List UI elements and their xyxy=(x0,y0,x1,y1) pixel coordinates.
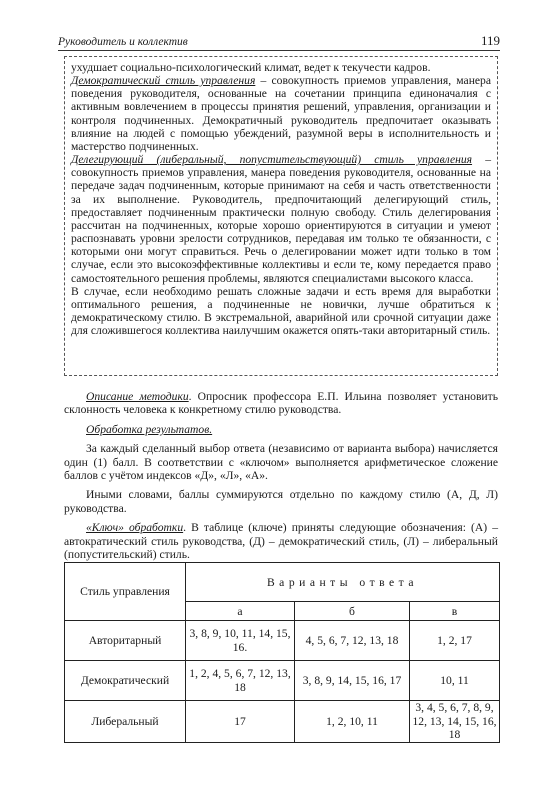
term-method: Описание методики xyxy=(86,390,189,403)
table-row xyxy=(65,701,500,743)
key-paragraph xyxy=(64,521,498,561)
header-variant-c: в xyxy=(410,602,500,621)
conclusion-text: В случае, если необходимо решать сложные задачи и есть время для выработки оптимального решения, а подчиненные не новички, лучше обратиться к демократическому стилю. В экстремальной, аварийной или срочной ситуации даже для сложившегося коллектива наилучшим окажется опять-таки авторитарный стиль. xyxy=(71,284,491,338)
cell-a: 17 xyxy=(186,701,295,743)
table-row xyxy=(65,661,500,701)
processing-paragraph-2: Иными словами, баллы суммируются отдельно по каждому стилю (А, Д, Л) руководства. xyxy=(64,488,498,515)
method-text: . Опросник профессора Е.П. Ильина позволяет установить склонность человека к конкретному стилю руководства. xyxy=(64,390,498,417)
page-number: 119 xyxy=(480,33,500,48)
cell-c: 3, 4, 5, 6, 7, 8, 9, 12, 13, 14, 15, 16, 18 xyxy=(410,701,500,743)
term-delegating: Делегирующий (либеральный, попустительствующий) стиль управления xyxy=(71,153,473,167)
term-processing: Обработка результатов. xyxy=(86,422,213,436)
main-text xyxy=(64,390,498,561)
cell-b: 3, 8, 9, 14, 15, 16, 17 xyxy=(295,661,410,701)
processing-heading-paragraph xyxy=(64,423,498,436)
key-text: . В таблице (ключе) приняты следующие обозначения: (А) – автократический стиль руководства, (Д) – демократический стиль, (Л) – либеральный (попустительский) стиль. xyxy=(64,521,499,562)
row-style: Авторитарный xyxy=(65,621,186,661)
method-paragraph xyxy=(64,390,498,417)
management-styles-box xyxy=(64,56,498,376)
cell-c: 10, 11 xyxy=(410,661,500,701)
cell-a: 3, 8, 9, 10, 11, 14, 15, 16. xyxy=(186,621,295,661)
header-variant-a: а xyxy=(186,602,295,621)
header-variant-b: б xyxy=(295,602,410,621)
header-variants: Варианты ответа xyxy=(186,563,500,602)
table-row xyxy=(65,621,500,661)
cell-a: 1, 2, 4, 5, 6, 7, 12, 13, 18 xyxy=(186,661,295,701)
running-header xyxy=(58,30,500,51)
cell-b: 1, 2, 10, 11 xyxy=(295,701,410,743)
cell-b: 4, 5, 6, 7, 12, 13, 18 xyxy=(295,621,410,661)
row-style: Либеральный xyxy=(65,701,186,743)
answer-key-table xyxy=(64,562,500,743)
row-style: Демократический xyxy=(65,661,186,701)
box-paragraph-conclusion xyxy=(71,285,491,338)
term-key: «Ключ» обработки xyxy=(86,521,184,535)
header-style: Стиль управления xyxy=(65,563,186,621)
running-title: Руководитель и коллектив xyxy=(58,36,188,48)
cell-c: 1, 2, 17 xyxy=(410,621,500,661)
box-paragraph-1-text: ухудшает социально-психологический климат, ведет к текучести кадров. xyxy=(71,61,431,74)
term-democratic: Демократический стиль управления xyxy=(71,74,256,88)
processing-paragraph-1: За каждый сделанный выбор ответа (независимо от варианта выбора) начисляется один (1) балл. В соответствии с «ключом» выполняется арифметическое сложение баллов с учётом индексов «Д», «Л», «А». xyxy=(64,442,498,483)
box-paragraph-democratic xyxy=(71,74,491,153)
box-paragraph-delegating xyxy=(71,153,491,285)
box-paragraph-1 xyxy=(71,61,491,74)
delegating-definition: – совокупность приемов управления, манера поведения руководителя, основанные на передаче задач подчиненным, которые принимают на себя и часть ответственности за их выполнение. Руководитель, предпочитающий делегирующий стиль, предоставляет подчиненным практически полную свободу. Стиль делегирования рассчитан на подчиненных, которые хорошо ориентируются в ситуации и умеют распознавать уровни зрелости сотрудников, передавая им только те обязанности, с которыми они могут справиться. Речь о делегировании может идти только в том случае, если это высокоэффективные коллективы и если те, кому передается право самостоятельного решения проблемы, являются специалистами высокого класса. xyxy=(71,153,492,285)
democratic-definition: – совокупность приемов управления, манера поведения руководителя, основанные на сочетании принципа единоначалия с активным вовлечением в процессы принятия решений, управления, организации и контроля подчиненных. Демократичный руководитель предпочитает оказывать влияние на людей с помощью убеждений, разумной веры в исполнительность и мастерство подчиненных. xyxy=(71,74,491,153)
